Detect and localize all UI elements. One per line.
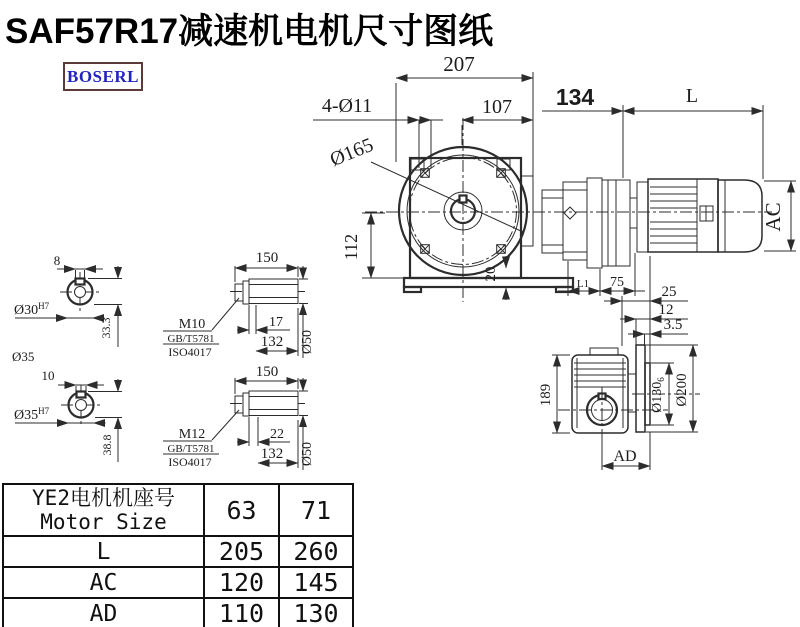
dim-height-189-label: 189 — [538, 383, 554, 407]
stud1-head-label: 17 — [269, 315, 283, 330]
dim-ad-label: AD — [613, 448, 637, 465]
bore35-value: Ø35 — [14, 408, 39, 423]
stud2-dia-label: Ø50 — [300, 441, 315, 467]
dim-bore30-label — [14, 301, 50, 318]
table-row-AD — [3, 598, 353, 627]
shaft-section-30 — [14, 253, 122, 347]
value-AD-71: 130 — [279, 598, 353, 627]
stud1-std1-label: GB/T5781 — [167, 333, 215, 345]
spigot-dia-value: Ø130 — [650, 381, 665, 413]
value-AC-71: 145 — [279, 567, 353, 598]
bore30-value: Ø30 — [14, 303, 39, 318]
dim-l1-label: L1 — [576, 278, 590, 290]
end-view — [538, 345, 700, 470]
stud2-shaft-label: 132 — [260, 446, 284, 462]
stud2-std2-label: ISO4017 — [168, 455, 212, 469]
dim-bolt-holes-label: 4-Ø11 — [321, 95, 373, 117]
shaft-section-35 — [12, 349, 122, 462]
stud1-std2-label: ISO4017 — [168, 345, 212, 359]
motor-size-63: 63 — [204, 484, 279, 536]
value-L-63: 205 — [204, 536, 279, 567]
value-AD-63: 110 — [204, 598, 279, 627]
dim-center-height-label: 112 — [341, 233, 361, 261]
stud1-shaft-label: 132 — [260, 334, 284, 350]
row-label-AD: AD — [3, 598, 204, 627]
dim-25-label: 25 — [661, 284, 677, 300]
dim-motor-dia-label: AC — [761, 202, 785, 232]
dim-flange-od-label: Ø200 — [674, 373, 690, 407]
dim-total-width-label: 207 — [443, 52, 475, 76]
motor-fins — [650, 187, 697, 243]
dim-base-height-label: 20 — [483, 266, 499, 282]
mid-dimensions — [558, 253, 688, 363]
dim-spigot-dia-label — [650, 377, 666, 413]
dim-12-label: 12 — [658, 302, 674, 318]
table-header-en: Motor Size — [40, 510, 167, 534]
front-view — [327, 118, 772, 302]
table-header-cn: YE2电机机座号 — [32, 486, 175, 510]
stud2-head-label: 22 — [270, 427, 284, 442]
stud1-thread-label: M10 — [178, 317, 206, 332]
motor-side-view — [542, 178, 796, 268]
dim-motor-length-label: L — [685, 85, 699, 107]
stud1-length-label: 150 — [255, 250, 279, 266]
brand-logo-text: BOSERL — [67, 66, 139, 86]
value-AC-63: 120 — [204, 567, 279, 598]
dim-75-label: 75 — [610, 275, 624, 290]
row-label-L: L — [3, 536, 204, 567]
dim-motor-gap-label: 134 — [555, 84, 595, 110]
dim-flange-width-label: 107 — [482, 96, 512, 118]
stud-m10 — [163, 250, 315, 359]
top-dimensions — [313, 52, 763, 179]
dim-bore35-label — [14, 406, 50, 423]
spigot-dia-suffix: 6 — [656, 377, 666, 382]
stud2-thread-label: M12 — [178, 427, 206, 442]
shaft35-label: Ø35 — [12, 349, 35, 364]
motor-size-table — [2, 483, 354, 627]
table-row-AC — [3, 567, 353, 598]
stud2-length-label: 150 — [255, 364, 279, 380]
page-title: SAF57R17减速机电机尺寸图纸 — [5, 12, 494, 51]
table-header-row — [3, 484, 353, 536]
bore30-fit: H7 — [38, 301, 50, 311]
dim-38-8-label: 38.8 — [100, 434, 114, 456]
stud1-dia-label: Ø50 — [300, 329, 315, 355]
dim-3-5-label: 3.5 — [663, 317, 683, 333]
dim-key8-label: 8 — [53, 253, 61, 268]
value-L-71: 260 — [279, 536, 353, 567]
dim-33-3-label: 33.3 — [99, 317, 113, 339]
row-label-AC: AC — [3, 567, 204, 598]
table-row-L — [3, 536, 353, 567]
table-header-cell — [3, 484, 204, 536]
dim-flange-dia-label: Ø165 — [327, 133, 377, 171]
bore35-fit: H7 — [38, 406, 50, 416]
dim-key10-label: 10 — [41, 368, 55, 383]
motor-size-71: 71 — [279, 484, 353, 536]
stud2-std1-label: GB/T5781 — [167, 443, 215, 455]
stud-m12 — [163, 364, 315, 470]
